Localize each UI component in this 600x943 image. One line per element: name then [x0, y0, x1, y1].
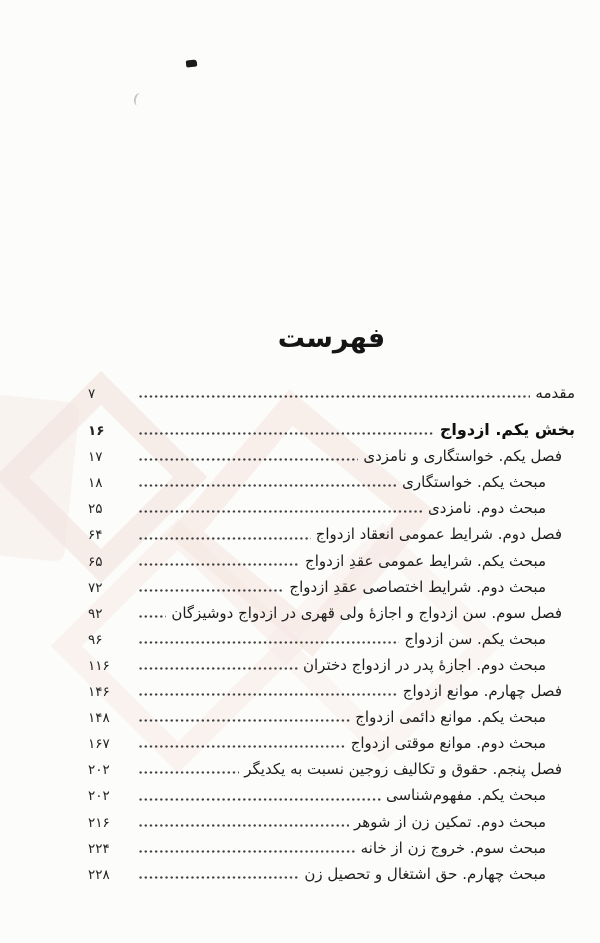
- dot-leader: [138, 588, 284, 593]
- toc-entry-page: ۱۴۶: [88, 684, 110, 701]
- dot-leader: [138, 718, 350, 723]
- dot-leader: [138, 797, 381, 802]
- toc-entry: [88, 652, 575, 678]
- toc-entry: [88, 495, 575, 521]
- toc-entry: [88, 756, 575, 782]
- page-title: فهرست: [277, 323, 386, 354]
- toc-entry-page: ۲۱۶: [88, 814, 110, 831]
- toc-entry: [88, 626, 575, 652]
- toc-entry-page: ۱۸: [88, 475, 103, 492]
- toc-entry-label: مبحث دوم. نامزدی: [428, 499, 546, 518]
- toc-entry: [88, 600, 575, 626]
- dot-leader: [138, 640, 399, 645]
- toc-entry-label: مبحث سوم. خروج زن از خانه: [360, 838, 546, 857]
- dot-leader: [138, 483, 397, 488]
- dot-leader: [138, 431, 435, 436]
- toc-entry-label: فصل یکم. خواستگاری و نامزدی: [363, 447, 562, 466]
- toc-entry-page: ۲۰۲: [88, 762, 110, 779]
- toc-entry-label: مبحث یکم. خواستگاری: [402, 473, 546, 492]
- watermark-shape: [0, 394, 80, 563]
- toc-content: [88, 0, 575, 887]
- ink-speck: [186, 59, 198, 67]
- toc-entry-page: ۲۲۴: [88, 840, 110, 857]
- toc-entry-label: مبحث یکم. سن ازدواج: [404, 629, 546, 648]
- toc-entry: [88, 730, 575, 756]
- toc-entry-page: ۱۷: [88, 449, 103, 466]
- toc-entry-page: ۷۲: [88, 579, 103, 596]
- toc-entry-label: مبحث دوم. موانع موقتی ازدواج: [350, 734, 546, 753]
- toc-entry: [88, 678, 575, 704]
- toc-entry-label: بخش یکم. ازدواج: [439, 420, 575, 440]
- toc-entry-label: مبحث دوم. تمکین زن از شوهر: [353, 812, 546, 831]
- toc-list: [88, 380, 575, 887]
- toc-entry-label: مبحث چهارم. حق اشتغال و تحصیل زن: [304, 864, 546, 883]
- toc-entry: [88, 380, 575, 406]
- toc-entry: [88, 574, 575, 600]
- dot-leader: [138, 394, 530, 399]
- dot-leader: [138, 457, 358, 462]
- toc-entry-page: ۱۶: [88, 423, 105, 440]
- toc-entry-page: ۱۱۶: [88, 657, 110, 674]
- toc-entry: [88, 521, 575, 547]
- toc-entry-page: ۱۶۷: [88, 736, 110, 753]
- dot-leader: [138, 823, 349, 828]
- toc-entry: [88, 417, 575, 443]
- toc-entry-label: فصل چهارم. موانع ازدواج: [402, 682, 562, 701]
- toc-entry-label: مبحث یکم. موانع دائمی ازدواج: [355, 708, 546, 727]
- dot-leader: [138, 875, 299, 880]
- toc-entry-page: ۹۲: [88, 605, 103, 622]
- toc-entry: [88, 443, 575, 469]
- toc-entry: [88, 782, 575, 808]
- toc-entry: [88, 548, 575, 574]
- dot-leader: [138, 666, 298, 671]
- dot-leader: [138, 744, 346, 749]
- dot-leader: [138, 849, 356, 854]
- toc-entry-label: مبحث دوم. شرایط اختصاصی عقدِ ازدواج: [289, 577, 546, 596]
- toc-entry: [88, 835, 575, 861]
- toc-entry-page: ۱۴۸: [88, 710, 110, 727]
- dot-leader: [138, 536, 311, 541]
- toc-entry: [88, 469, 575, 495]
- toc-entry-label: فصل پنجم. حقوق و تکالیف زوجین نسبت به یکدیگر: [244, 760, 562, 779]
- toc-entry-label: مبحث دوم. اجازهٔ پدر در ازدواج دختران: [302, 655, 546, 674]
- toc-entry-label: مبحث یکم. شرایط عمومی عقدِ ازدواج: [305, 551, 546, 570]
- toc-entry: [88, 704, 575, 730]
- toc-entry-page: ۹۶: [88, 631, 103, 648]
- dot-leader: [138, 692, 398, 697]
- toc-entry-label: فصل دوم. شرایط عمومی انعقاد ازدواج: [315, 525, 562, 544]
- toc-entry-page: ۲۲۸: [88, 866, 110, 883]
- dot-leader: [138, 614, 166, 619]
- toc-entry: [88, 809, 575, 835]
- dot-leader: [138, 509, 423, 514]
- dot-leader: [138, 770, 239, 775]
- toc-entry-label: مقدمه: [535, 384, 575, 402]
- toc-entry-page: ۲۰۲: [88, 788, 110, 805]
- toc-entry: [88, 861, 575, 887]
- toc-entry-page: ۲۵: [88, 501, 103, 518]
- toc-entry-page: ۷: [88, 386, 96, 402]
- toc-entry-label: فصل سوم. سن ازدواج و اجازهٔ ولی قهری در ازدواج دوشیزگان: [171, 603, 562, 622]
- toc-entry-label: مبحث یکم. مفهوم‌شناسی: [385, 786, 546, 805]
- dot-leader: [138, 562, 300, 567]
- toc-entry-page: ۶۵: [88, 553, 103, 570]
- toc-entry-page: ۶۴: [88, 527, 103, 544]
